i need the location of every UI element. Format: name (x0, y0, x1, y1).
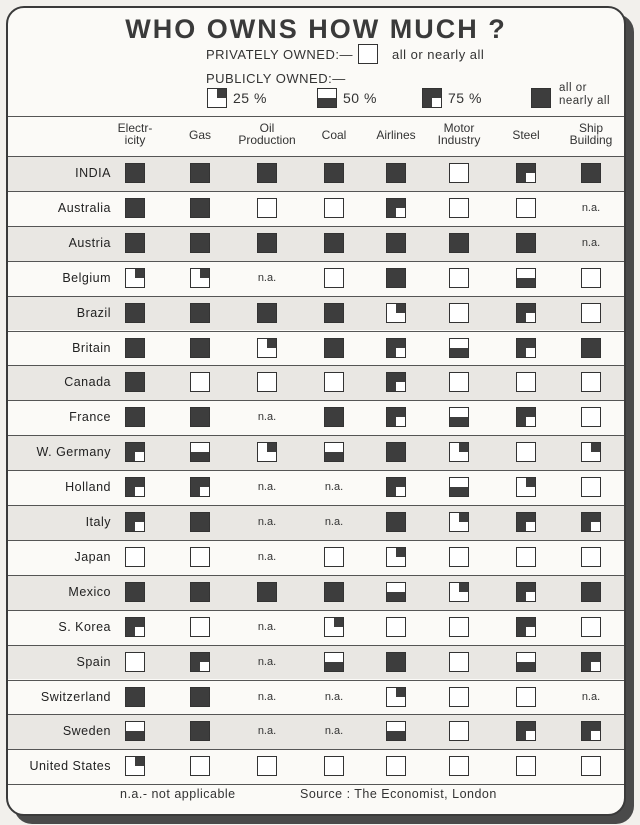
ownership-cell-q75 (125, 512, 145, 532)
ownership-cell-full (581, 163, 601, 183)
legend-swatch-full (531, 88, 551, 108)
ownership-cell-full (125, 338, 145, 358)
ownership-cell-none (516, 547, 536, 567)
ownership-cell-q75 (190, 652, 210, 672)
ownership-cell-none (449, 756, 469, 776)
column-header-8: Ship Building (569, 121, 613, 147)
ownership-cell-q75 (581, 652, 601, 672)
ownership-cell-none (190, 547, 210, 567)
ownership-cell-none (324, 547, 344, 567)
ownership-cell-none (257, 198, 277, 218)
ownership-cell-q25 (386, 547, 406, 567)
ownership-cell-half (190, 442, 210, 462)
country-label: Spain (76, 654, 111, 669)
column-header-5: Airlines (376, 128, 416, 142)
ownership-cell-full (190, 338, 210, 358)
row-divider (8, 365, 624, 366)
ownership-cell-q25 (386, 303, 406, 323)
ownership-cell-none (581, 407, 601, 427)
ownership-cell-full (125, 163, 145, 183)
ownership-cell-none (386, 756, 406, 776)
ownership-cell-q75 (516, 303, 536, 323)
ownership-cell-none (581, 547, 601, 567)
ownership-cell-none (449, 372, 469, 392)
ownership-cell-full (190, 163, 210, 183)
ownership-card (6, 6, 626, 816)
row-divider (8, 156, 624, 157)
legend-swatch-25 (207, 88, 227, 108)
ownership-cell-q25 (386, 687, 406, 707)
ownership-cell-half (125, 721, 145, 741)
ownership-cell-q25 (324, 617, 344, 637)
ownership-cell-q25 (257, 442, 277, 462)
ownership-cell-none (125, 547, 145, 567)
header-divider (8, 116, 624, 117)
ownership-cell-none (257, 372, 277, 392)
ownership-cell-none (190, 372, 210, 392)
ownership-cell-full (190, 512, 210, 532)
ownership-cell-none (581, 617, 601, 637)
ownership-cell-full (125, 303, 145, 323)
ownership-cell-q75 (516, 512, 536, 532)
ownership-cell-q75 (516, 582, 536, 602)
ownership-cell-none (581, 372, 601, 392)
ownership-cell-full (386, 233, 406, 253)
country-label: Sweden (62, 724, 111, 739)
row-divider (8, 331, 624, 332)
country-label: W. Germany (36, 445, 111, 460)
country-label: Japan (74, 549, 111, 564)
ownership-cell-full (257, 582, 277, 602)
ownership-cell-none (516, 198, 536, 218)
ownership-cell-half (516, 268, 536, 288)
ownership-cell-half (386, 721, 406, 741)
not-applicable-cell: n.a. (324, 725, 344, 738)
private-legend-swatch (358, 44, 378, 64)
ownership-cell-q25 (190, 268, 210, 288)
ownership-cell-none (324, 268, 344, 288)
not-applicable-cell: n.a. (257, 690, 277, 703)
ownership-cell-none (324, 198, 344, 218)
ownership-cell-full (581, 582, 601, 602)
ownership-cell-full (190, 687, 210, 707)
row-divider (8, 470, 624, 471)
not-applicable-cell: n.a. (581, 201, 601, 214)
ownership-cell-q75 (386, 372, 406, 392)
column-header-4: Coal (321, 128, 347, 142)
ownership-cell-none (449, 198, 469, 218)
not-applicable-cell: n.a. (257, 550, 277, 563)
ownership-cell-q75 (190, 477, 210, 497)
not-applicable-cell: n.a. (257, 411, 277, 424)
column-header-1: Electr- icity (117, 121, 153, 147)
not-applicable-cell: n.a. (257, 271, 277, 284)
country-label: United States (29, 759, 111, 774)
ownership-cell-half (516, 652, 536, 672)
ownership-cell-none (581, 756, 601, 776)
ownership-cell-full (125, 582, 145, 602)
country-label: S. Korea (58, 619, 111, 634)
ownership-cell-none (516, 442, 536, 462)
row-divider (8, 749, 624, 750)
ownership-cell-full (190, 233, 210, 253)
ownership-cell-none (257, 756, 277, 776)
ownership-cell-full (324, 338, 344, 358)
ownership-cell-none (190, 756, 210, 776)
ownership-cell-none (190, 617, 210, 637)
ownership-cell-none (449, 163, 469, 183)
ownership-cell-q75 (516, 407, 536, 427)
country-label: Holland (65, 480, 111, 495)
not-applicable-cell: n.a. (324, 690, 344, 703)
ownership-cell-none (581, 477, 601, 497)
country-label: Britain (72, 340, 111, 355)
ownership-cell-half (324, 652, 344, 672)
country-label: Canada (64, 375, 111, 390)
ownership-cell-full (386, 442, 406, 462)
row-divider (8, 645, 624, 646)
ownership-cell-full (516, 233, 536, 253)
ownership-cell-full (581, 338, 601, 358)
country-label: France (69, 410, 111, 425)
row-divider (8, 400, 624, 401)
not-applicable-cell: n.a. (257, 516, 277, 528)
ownership-cell-q25 (125, 268, 145, 288)
country-label: Mexico (68, 584, 111, 599)
ownership-cell-full (125, 372, 145, 392)
public-legend-label: PUBLICLY OWNED:— (206, 71, 346, 86)
row-divider (8, 191, 624, 192)
ownership-cell-full (386, 512, 406, 532)
ownership-cell-q25 (449, 512, 469, 532)
ownership-cell-full (257, 233, 277, 253)
ownership-cell-half (386, 582, 406, 602)
chart-title: WHO OWNS HOW MUCH ? (125, 14, 507, 44)
ownership-cell-q75 (125, 477, 145, 497)
legend-label-full: all or nearly all (559, 82, 611, 107)
ownership-cell-full (190, 198, 210, 218)
country-label: Brazil (76, 305, 111, 320)
column-header-2: Gas (188, 128, 211, 142)
ownership-cell-none (386, 617, 406, 637)
ownership-cell-q75 (125, 617, 145, 637)
not-applicable-cell: n.a. (581, 236, 601, 249)
footnote: n.a.- not applicable (120, 787, 236, 801)
ownership-cell-full (324, 407, 344, 427)
ownership-cell-half (449, 477, 469, 497)
not-applicable-cell: n.a. (581, 690, 601, 703)
ownership-cell-q25 (125, 756, 145, 776)
ownership-cell-none (516, 687, 536, 707)
ownership-cell-q75 (386, 407, 406, 427)
source-credit: Source : The Economist, London (300, 787, 497, 801)
ownership-cell-full (190, 303, 210, 323)
not-applicable-cell: n.a. (324, 516, 344, 528)
not-applicable-cell: n.a. (257, 620, 277, 633)
legend-swatch-75 (422, 88, 442, 108)
ownership-cell-full (386, 268, 406, 288)
country-label: Switzerland (40, 689, 111, 704)
legend-label-75: 75 % (448, 90, 482, 106)
ownership-cell-full (324, 582, 344, 602)
ownership-cell-full (125, 198, 145, 218)
ownership-cell-q75 (125, 442, 145, 462)
legend-label-50: 50 % (343, 90, 377, 106)
country-label: Italy (85, 515, 111, 529)
ownership-cell-none (125, 652, 145, 672)
ownership-cell-q75 (516, 617, 536, 637)
row-divider (8, 680, 624, 681)
ownership-cell-q75 (386, 477, 406, 497)
ownership-cell-q25 (516, 477, 536, 497)
legend-swatch-50 (317, 88, 337, 108)
row-divider (8, 435, 624, 436)
ownership-cell-q25 (449, 582, 469, 602)
legend-label-25: 25 % (233, 90, 267, 106)
not-applicable-cell: n.a. (257, 481, 277, 494)
not-applicable-cell: n.a. (257, 655, 277, 668)
not-applicable-cell: n.a. (257, 725, 277, 738)
row-divider (8, 610, 624, 611)
ownership-cell-full (324, 163, 344, 183)
row-divider (8, 261, 624, 262)
ownership-cell-none (449, 617, 469, 637)
ownership-cell-full (125, 687, 145, 707)
column-header-6: Motor Industry (437, 121, 481, 147)
ownership-cell-none (516, 372, 536, 392)
ownership-cell-q75 (516, 338, 536, 358)
ownership-cell-full (386, 163, 406, 183)
ownership-cell-q75 (386, 198, 406, 218)
country-label: Australia (57, 200, 111, 215)
ownership-cell-q75 (581, 721, 601, 741)
column-header-7: Steel (512, 128, 540, 142)
ownership-cell-q25 (449, 442, 469, 462)
ownership-cell-q25 (257, 338, 277, 358)
ownership-cell-q75 (581, 512, 601, 532)
ownership-cell-none (449, 303, 469, 323)
ownership-cell-none (449, 268, 469, 288)
ownership-cell-full (125, 407, 145, 427)
row-divider (8, 540, 624, 541)
ownership-cell-none (581, 268, 601, 288)
row-divider (8, 714, 624, 715)
ownership-cell-full (324, 303, 344, 323)
column-header-3: Oil Production (238, 121, 296, 147)
country-label: INDIA (75, 166, 111, 180)
ownership-cell-full (190, 407, 210, 427)
ownership-cell-none (449, 652, 469, 672)
ownership-cell-full (190, 721, 210, 741)
ownership-cell-none (581, 303, 601, 323)
country-label: Austria (68, 235, 111, 250)
ownership-cell-full (324, 233, 344, 253)
ownership-cell-none (449, 547, 469, 567)
row-divider (8, 575, 624, 576)
ownership-cell-half (449, 338, 469, 358)
row-divider (8, 226, 624, 227)
ownership-cell-full (449, 233, 469, 253)
ownership-cell-half (449, 407, 469, 427)
ownership-cell-q75 (516, 721, 536, 741)
ownership-cell-full (257, 163, 277, 183)
row-divider (8, 505, 624, 506)
country-label: Belgium (62, 270, 111, 285)
ownership-cell-q75 (516, 163, 536, 183)
ownership-cell-none (324, 372, 344, 392)
ownership-cell-none (516, 756, 536, 776)
table-bottom-divider (8, 784, 624, 785)
ownership-cell-none (449, 721, 469, 741)
not-applicable-cell: n.a. (324, 481, 344, 494)
private-legend-text: all or nearly all (392, 47, 485, 62)
private-legend-label: PRIVATELY OWNED:— (206, 47, 353, 62)
ownership-cell-full (125, 233, 145, 253)
ownership-cell-q25 (581, 442, 601, 462)
ownership-cell-full (257, 303, 277, 323)
row-divider (8, 296, 624, 297)
ownership-cell-q75 (386, 338, 406, 358)
ownership-cell-none (449, 687, 469, 707)
ownership-cell-full (190, 582, 210, 602)
ownership-cell-none (324, 756, 344, 776)
ownership-cell-full (386, 652, 406, 672)
ownership-cell-half (324, 442, 344, 462)
